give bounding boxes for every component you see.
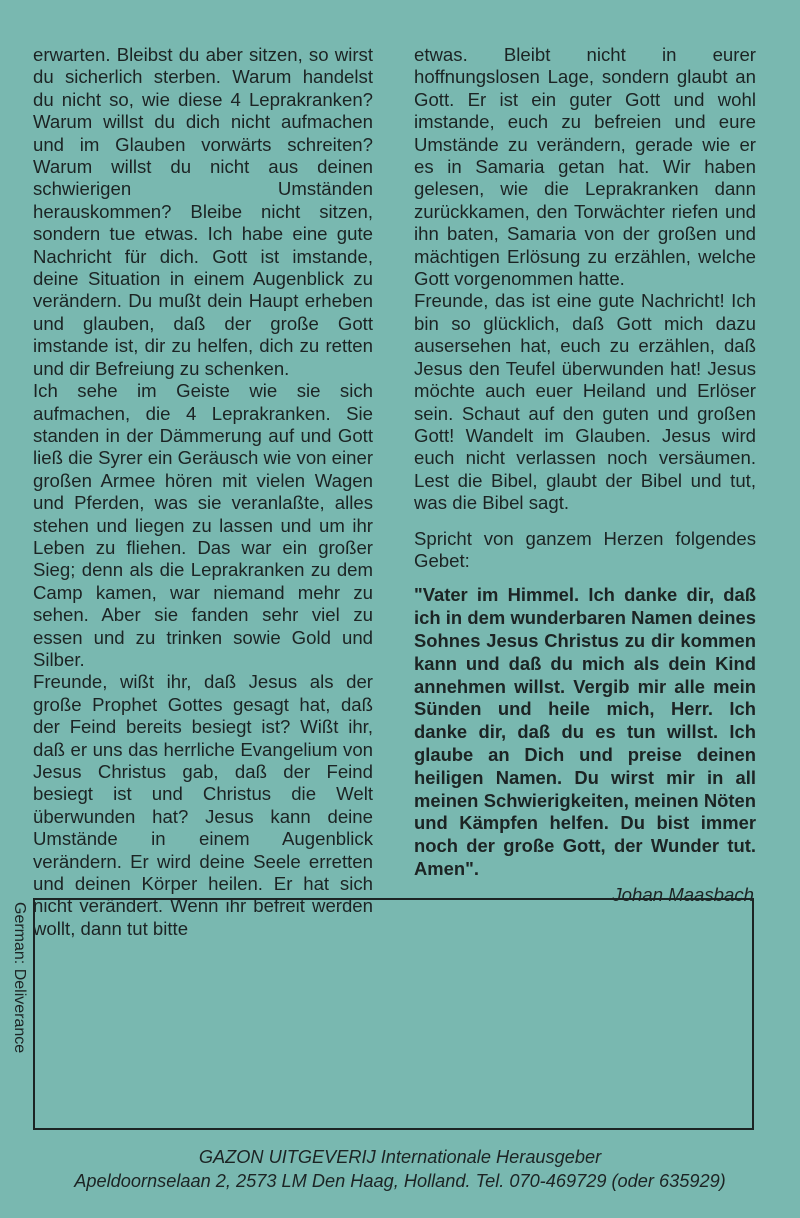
paragraph: Freunde, wißt ihr, daß Jesus als der große Prophet Gottes gesagt hat, daß der Feind bereits besiegt ist? Wißt ihr, daß er uns das herrliche Evangelium von Jesus Christus gab, daß der Feind besiegt ist und Christus die Welt überwunden hat? Jesus kann deine Umstände in einem Augenblick verändern. Er wird deine Seele erretten und deinen Körper heilen. Er hat sich nicht verändert. Wenn ihr befreit werden wollt, dann tut bitte [33, 671, 373, 939]
author-signature: Johan Maasbach [612, 883, 754, 905]
paragraph: erwarten. Bleibst du aber sitzen, so wirst du sicherlich sterben. Warum handelst du nicht so, wie diese 4 Leprakranken? Warum willst du dich nicht aufmachen und im Glauben vorwärts schreiten? Warum willst du nicht aus deinen schwierigen Umständen herauskommen? Bleibe nicht sitzen, sondern tue etwas. Ich habe eine gute Nachricht für dich. Gott ist imstande, deine Situation in einem Augenblick zu verändern. Du mußt dein Haupt erheben und glauben, daß der große Gott imstande ist, dir zu helfen, dich zu retten und dir Befreiung zu schenken. [33, 44, 373, 379]
paragraph: etwas. Bleibt nicht in eurer hoffnungslosen Lage, sondern glaubt an Gott. Er ist ein guter Gott und wohl imstande, euch zu befreien und eure Umstände zu verändern, gerade wie er es in Samaria getan hat. Wir haben gelesen, wie die Leprakranken dann zurückkamen, den Torwächter riefen und ihn baten, Samaria von der großen und mächtigen Erlösung zu erzählen, welche Gott vorgenommen hatte. [414, 44, 756, 290]
prayer-text: "Vater im Himmel. Ich danke dir, daß ich in dem wunderbaren Namen deines Sohnes Jesus Christus zu dir kommen kann und daß du mich als dein Kind annehmen willst. Vergib mir alle mein Sünden und heile mich, Herr. Ich danke dir, daß du es tun willst. Ich glaube an Dich und preise deinen heiligen Namen. Du wirst mir in all meinen Schwierigkeiten, meinen Nöten und Kämpfen helfen. Du bist immer noch der große Gott, der Wunder tut. Amen". [414, 584, 756, 879]
right-column [414, 44, 756, 906]
paragraph: Ich sehe im Geiste wie sie sich aufmachen, die 4 Leprakranken. Sie standen in der Dämmerung auf und Gott ließ die Syrer ein Geräusch wie von einer großen Armee hören mit vielen Wagen und Pferden, was sie veranlaßte, alles stehen und liegen zu lassen und um ihr Leben zu fliehen. Das war ein großer Sieg; denn als die Leprakranken zu dem Camp kamen, war niemand mehr zu sehen. Aber sie fanden sehr viel zu essen und zu trinken sowie Gold und Silber. [33, 380, 374, 670]
paragraph: Freunde, das ist eine gute Nachricht! Ich bin so glücklich, daß Gott mich dazu ausersehen hat, euch zu erzählen, daß Jesus den Teufel überwunden hat! Jesus möchte auch euer Heiland und Erlöser sein. Schaut auf den guten und großen Gott! Wandelt im Glauben. Jesus wird euch nicht verlassen noch versäumen. Lest die Bibel, glaubt der Bibel und tut, was die Bibel sagt. [414, 290, 756, 514]
left-column [33, 44, 373, 940]
prayer-intro: Spricht von ganzem Herzen folgendes Gebet: [414, 527, 756, 571]
stamp-box [33, 898, 754, 1130]
footer-address: Apeldoornselaan 2, 2573 LM Den Haag, Holland. Tel. 070-469729 (oder 635929) [74, 1171, 726, 1191]
side-label: German: Deliverance [11, 902, 28, 1054]
footer-publisher: GAZON UITGEVERIJ Internationale Herausgeber [198, 1147, 602, 1167]
